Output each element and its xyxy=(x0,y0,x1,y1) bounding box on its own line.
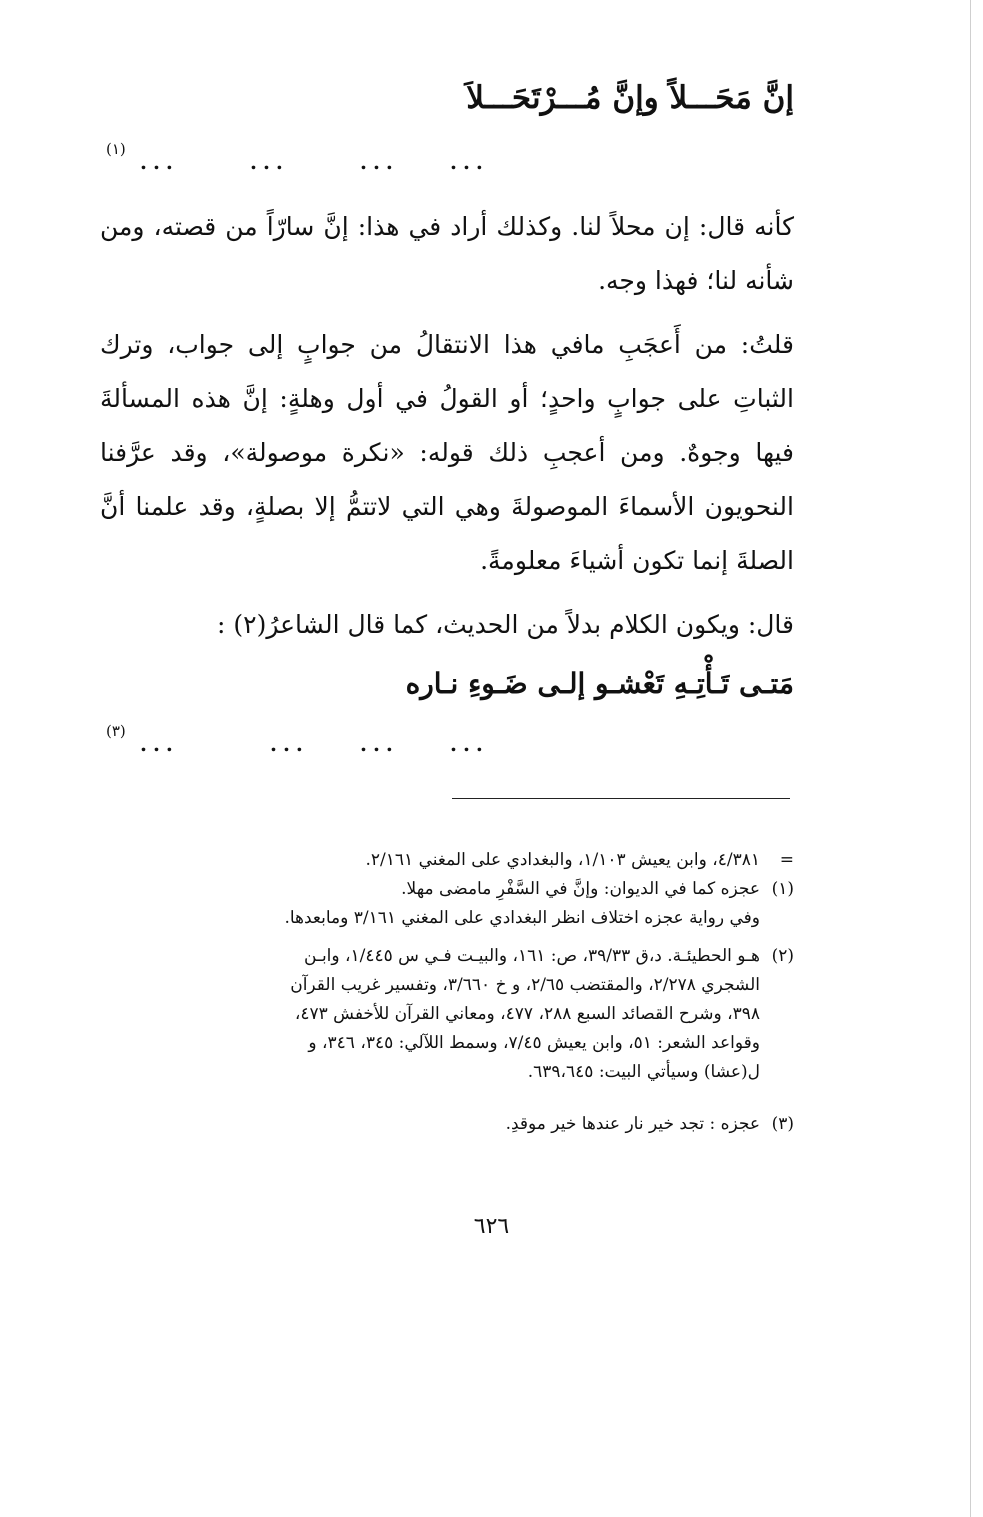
footnote-2 xyxy=(100,942,794,1087)
footnote-text: ٣٩٨، وشرح القصائد السبع ٢٨٨، ٤٧٧، ومعاني القرآن للأخفش ٤٧٣، xyxy=(294,1004,760,1024)
footnote-continuation-text: ٤/٣٨١، وابن يعيش ١/١٠٣، والبغدادي على المغني ٢/١٦١. xyxy=(365,850,760,870)
footnote-ref-3: (٣) xyxy=(106,722,126,740)
ellipsis-dots: ... xyxy=(450,732,489,756)
verse-first-hemistich: إنَّ مَحَـــلاً وإنَّ مُـــرْتَحَـــلاَ xyxy=(466,80,794,116)
footnote-3 xyxy=(100,1110,794,1139)
footnote-text: عجزه كما في الديوان: وإنَّ في السَّفْرِ مامضى مهلا. xyxy=(401,879,760,899)
footnote-number: (٣) xyxy=(771,1114,794,1134)
footnote-text: هـو الحطيئـة. د،ق ٣٩/٣٣، ص: ١٦١، والبيـت فـي س ١/٤٤٥، وابـن xyxy=(304,946,760,966)
footnote-1 xyxy=(100,875,794,933)
page-number: ٦٢٦ xyxy=(473,1214,510,1239)
footnote-continuation xyxy=(100,846,794,875)
footnote-ref-1: (١) xyxy=(106,140,126,158)
footnote-text: ل(عشا) وسيأتي البيت: ٦٣٩،٦٤٥. xyxy=(527,1062,760,1082)
ellipsis-dots: ... xyxy=(360,150,399,174)
verse-ellipsis-2 xyxy=(106,722,496,756)
ellipsis-dots: ... xyxy=(450,150,489,174)
footnote-text: وفي رواية عجزه اختلاف انظر البغدادي على المغني ٣/١٦١ ومابعدها. xyxy=(284,908,760,928)
paragraph-3: قال: ويكون الكلام بدلاً من الحديث، كما قال الشاعرُ(٢) : xyxy=(217,610,794,639)
ellipsis-dots: ... xyxy=(360,732,399,756)
page-edge-line xyxy=(970,0,971,1517)
verse-ellipsis-1 xyxy=(106,140,496,174)
footnote-text: وقواعد الشعر: ٥١، وابن يعيش ٧/٤٥، وسمط اللآلي: ٣٤٥، ٣٤٦، و xyxy=(308,1033,760,1053)
footnote-number: (٢) xyxy=(771,946,794,966)
ellipsis-dots: ... xyxy=(270,732,309,756)
ellipsis-dots: ... xyxy=(140,732,179,756)
continuation-marker: = xyxy=(779,850,794,870)
footnote-text: عجزه : تجد خير نار عندها خير موقدِ. xyxy=(505,1114,760,1134)
footnote-number: (١) xyxy=(771,879,794,899)
paragraph-2: قلتُ: من أَعجَبِ مافي هذا الانتقالُ من جوابٍ إلى جواب، وترك الثباتِ على جوابٍ واحدٍ؛ أو القولُ في أول وهلةٍ: إنَّ هذه المسألةَ فيها وجوهٌ. ومن أعجبِ ذلك قوله: «نكرة موصولة»، وقد عرَّفنا النحويون الأسماءَ الموصولةَ وهي التي لاتتمُّ إلا بصلةٍ، وقد علمنا أنَّ الصلةَ إنما تكون أشياءَ معلومةً. xyxy=(100,330,794,575)
footnote-text: الشجري ٢/٢٧٨، والمقتضب ٢/٦٥، و خ ٣/٦٦٠، وتفسير غريب القرآن xyxy=(290,975,760,995)
ellipsis-dots: ... xyxy=(250,150,289,174)
ellipsis-dots: ... xyxy=(140,150,179,174)
verse-second-hemistich: مَتـى تَـأْتِـهِ تَعْشـو إلـى ضَـوءِ نـاره xyxy=(405,667,794,700)
footnote-separator xyxy=(452,798,790,799)
paragraph-1: كأنه قال: إن محلاً لنا. وكذلك أراد في هذا: إنَّ سارّاً من قصته، ومن شأنه لنا؛ فهذا وجه. xyxy=(100,212,794,295)
